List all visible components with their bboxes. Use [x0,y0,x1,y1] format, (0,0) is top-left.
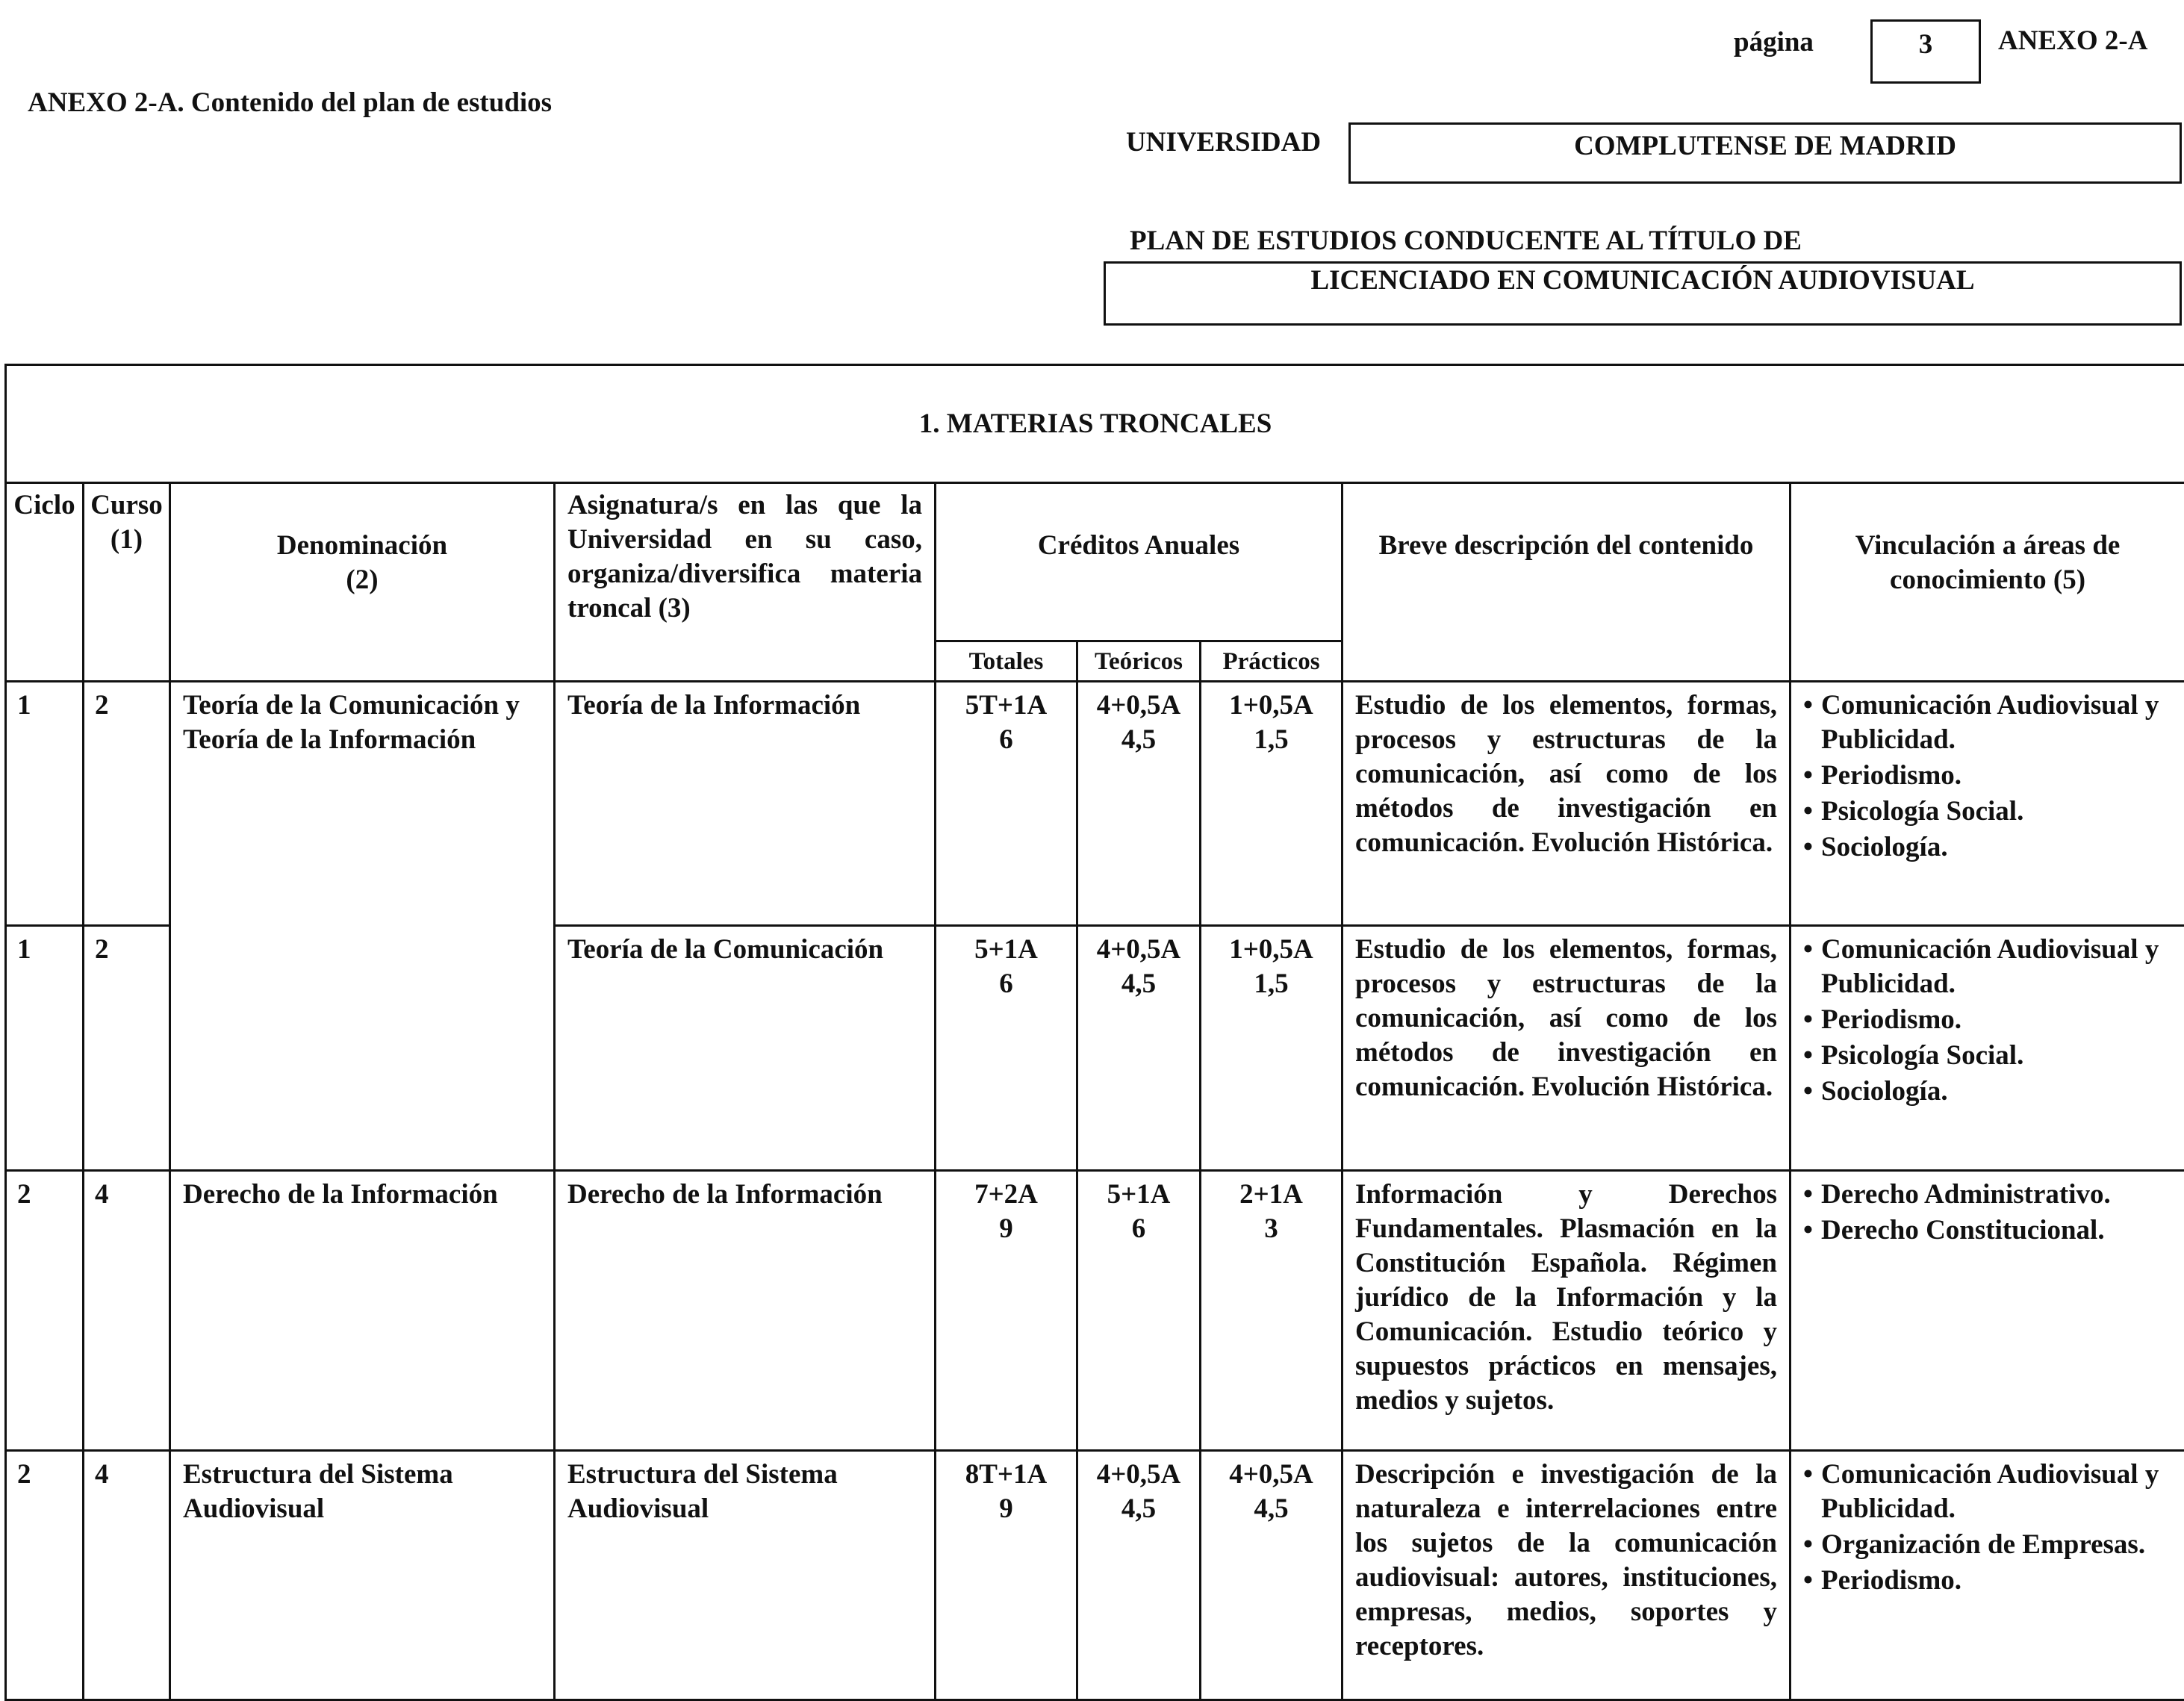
section-title: 1. MATERIAS TRONCALES [919,408,1272,439]
area-item: • Psicología Social. [1802,794,2177,829]
col-creditos-label: Créditos Anuales [1038,530,1239,561]
col-denominacion [170,483,555,682]
area-item: • Derecho Administrativo. [1802,1178,2177,1212]
teoricos-formula: 4+0,5A [1078,933,1199,967]
row-teoricos [1077,1451,1201,1700]
row-areas [1791,926,2184,1171]
area-item: • Comunicación Audiovisual y Publicidad. [1802,933,2177,1001]
row-curso: 4 [84,1451,170,1700]
row-curso: 4 [84,1171,170,1451]
col-ciclo [6,483,84,682]
col-curso-label: Curso [84,488,169,523]
teoricos-value: 6 [1078,1212,1199,1246]
totales-formula: 7+2A [936,1178,1076,1212]
row-denominacion: Teoría de la Comunicación y Teoría de la Información [170,682,555,1171]
teoricos-formula: 4+0,5A [1078,688,1199,723]
col-totales: Totales [936,641,1077,682]
totales-value: 9 [936,1492,1076,1526]
row-practicos [1201,1171,1343,1451]
row-areas [1791,1171,2184,1451]
area-item: • Psicología Social. [1802,1039,2177,1073]
row-asignatura: Teoría de la Información [555,682,936,926]
subjects-table [4,364,2184,1701]
row-practicos [1201,682,1343,926]
teoricos-formula: 4+0,5A [1078,1458,1199,1492]
table-row [6,1451,2184,1700]
row-curso: 2 [84,926,170,1171]
row-descripcion: Estudio de los elementos, formas, procesos y estructuras de la comunicación, así como de los métodos de investigación en comunicación. Evolución Histórica. [1343,926,1791,1171]
row-teoricos [1077,926,1201,1171]
col-descripcion-label: Breve descripción del contenido [1379,530,1754,561]
col-creditos [936,483,1343,641]
degree-box [1104,261,2182,326]
page-label: página [1734,25,1814,60]
row-ciclo: 2 [6,1171,84,1451]
col-curso [84,483,170,682]
totales-value: 6 [936,723,1076,757]
page-number-box [1870,19,1981,84]
totales-value: 6 [936,967,1076,1001]
row-denominacion: Derecho de la Información [170,1171,555,1451]
row-asignatura: Derecho de la Información [555,1171,936,1451]
teoricos-value: 4,5 [1078,723,1199,757]
row-areas [1791,1451,2184,1700]
area-item: • Sociología. [1802,1075,2177,1109]
practicos-formula: 2+1A [1201,1178,1341,1212]
area-item: • Comunicación Audiovisual y Publicidad. [1802,1458,2177,1526]
section-title-cell [6,365,2184,483]
col-asignaturas-label: Asignatura/s en las que la Universidad en su caso, organiza/diversifica materia troncal (3) [567,490,922,624]
annex-title: ANEXO 2-A. Contenido del plan de estudios [28,86,552,120]
row-asignatura: Teoría de la Comunicación [555,926,936,1171]
col-curso-note: (1) [84,523,169,557]
col-denominacion-note: (2) [171,563,553,597]
col-practicos: Prácticos [1201,641,1343,682]
row-descripcion: Estudio de los elementos, formas, procesos y estructuras de la comunicación, así como de los métodos de investigación en comunicación. Evolución Histórica. [1343,682,1791,926]
row-descripcion: Información y Derechos Fundamentales. Plasmación en la Constitución Española. Régimen jurídico de la Información y la Comunicación. Estudio teórico y supuestos prácticos en mensajes, medios y sujetos. [1343,1171,1791,1451]
degree-title: LICENCIADO EN COMUNICACIÓN AUDIOVISUAL [1310,265,1974,296]
practicos-value: 1,5 [1201,723,1341,757]
col-denominacion-label: Denominación [171,529,553,563]
area-item: • Organización de Empresas. [1802,1528,2177,1562]
row-ciclo: 1 [6,682,84,926]
plan-label: PLAN DE ESTUDIOS CONDUCENTE AL TÍTULO DE [1130,224,1802,258]
row-denominacion: Estructura del Sistema Audiovisual [170,1451,555,1700]
row-totales [936,1171,1077,1451]
row-ciclo: 2 [6,1451,84,1700]
university-label: UNIVERSIDAD [1126,125,1321,160]
practicos-formula: 1+0,5A [1201,933,1341,967]
university-box [1348,122,2182,184]
area-item: • Derecho Constitucional. [1802,1213,2177,1248]
col-asignaturas [555,483,936,682]
row-curso: 2 [84,682,170,926]
teoricos-value: 4,5 [1078,1492,1199,1526]
page-number: 3 [1919,29,1933,60]
area-item: • Comunicación Audiovisual y Publicidad. [1802,688,2177,757]
totales-formula: 5+1A [936,933,1076,967]
row-teoricos [1077,1171,1201,1451]
area-item: • Periodismo. [1802,1003,2177,1037]
university-name: COMPLUTENSE DE MADRID [1574,131,1956,161]
col-descripcion [1343,483,1791,682]
practicos-formula: 4+0,5A [1201,1458,1341,1492]
row-totales [936,682,1077,926]
row-teoricos [1077,682,1201,926]
col-vinculacion [1791,483,2184,682]
row-practicos [1201,926,1343,1171]
row-totales [936,1451,1077,1700]
annex-tag: ANEXO 2-A [1998,24,2147,58]
table-row [6,1171,2184,1451]
area-item: • Sociología. [1802,830,2177,865]
practicos-value: 3 [1201,1212,1341,1246]
table-row [6,682,2184,926]
col-vinculacion-label: Vinculación a áreas de conocimiento (5) [1855,530,2121,595]
row-totales [936,926,1077,1171]
col-teoricos: Teóricos [1077,641,1201,682]
teoricos-formula: 5+1A [1078,1178,1199,1212]
row-ciclo: 1 [6,926,84,1171]
area-item: • Periodismo. [1802,1564,2177,1598]
teoricos-value: 4,5 [1078,967,1199,1001]
practicos-value: 4,5 [1201,1492,1341,1526]
row-practicos [1201,1451,1343,1700]
area-item: • Periodismo. [1802,759,2177,793]
col-ciclo-label: Ciclo [13,490,75,520]
totales-formula: 5T+1A [936,688,1076,723]
totales-formula: 8T+1A [936,1458,1076,1492]
totales-value: 9 [936,1212,1076,1246]
row-areas [1791,682,2184,926]
row-descripcion: Descripción e investigación de la naturaleza e interrelaciones entre los sujetos de la comunicación audiovisual: autores, instituciones, empresas, medios, soportes y receptores. [1343,1451,1791,1700]
practicos-formula: 1+0,5A [1201,688,1341,723]
practicos-value: 1,5 [1201,967,1341,1001]
row-asignatura: Estructura del Sistema Audiovisual [555,1451,936,1700]
